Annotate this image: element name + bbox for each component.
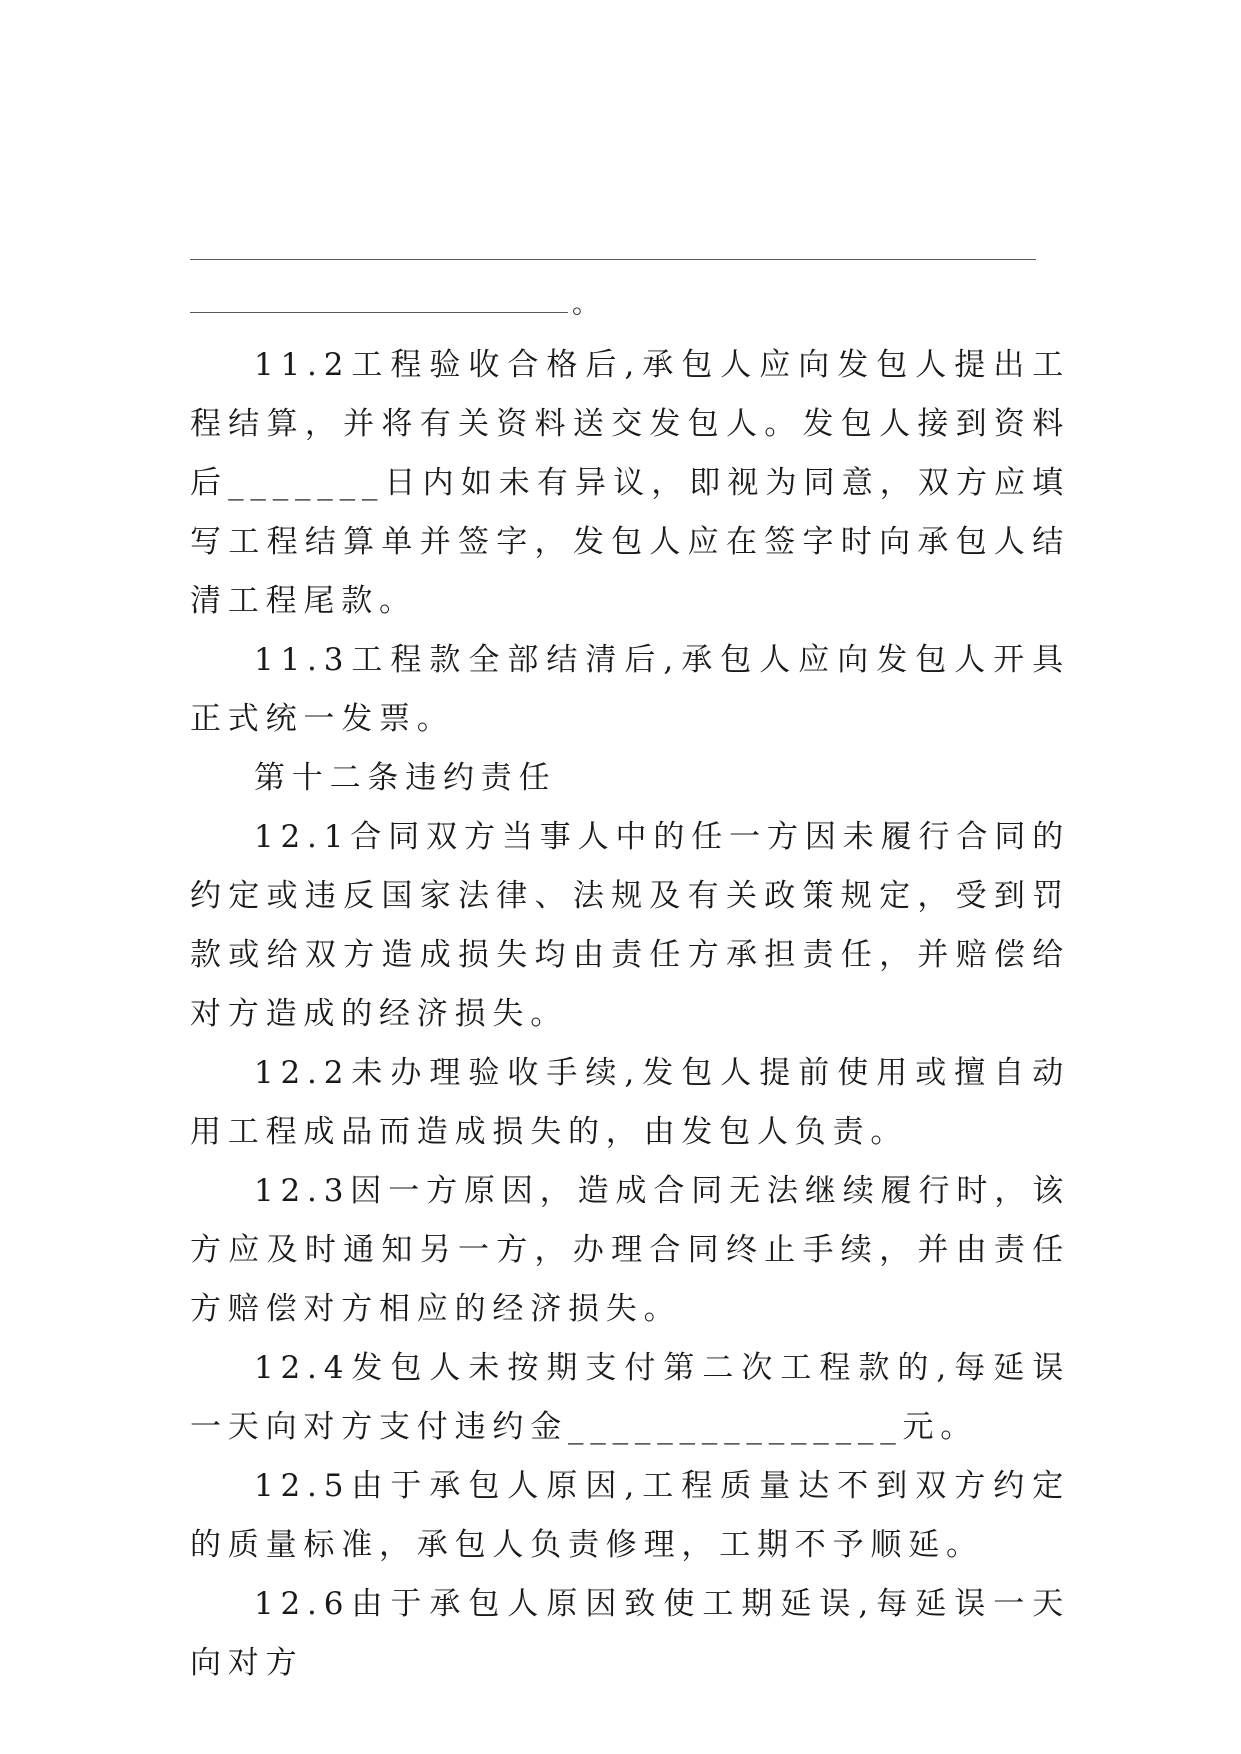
clause-12-1: 12.1合同双方当事人中的任一方因未履行合同的约定或违反国家法律、法规及有关政策规定，受到罚款或给双方造成损失均由责任方承担责任，并赔偿给对方造成的经济损失。	[190, 819, 1070, 1032]
fill-in-blank-line	[190, 259, 1036, 260]
clause-12-3: 12.3因一方原因，造成合同无法继续履行时，该方应及时通知另一方，办理合同终止手续，并由责任方赔偿对方相应的经济损失。	[190, 1173, 1070, 1327]
clause-11-2: 11.2工程验收合格后,承包人应向发包人提出工程结算，并将有关资料送交发包人。发包人接到资料后_______日内如未有异议，即视为同意，双方应填写工程结算单并签字，发包人应在签字时向承包人结清工程尾款。	[190, 347, 1070, 619]
article-12-heading: 第十二条违约责任	[254, 760, 557, 796]
clause-12-5: 12.5由于承包人原因,工程质量达不到双方约定的质量标准，承包人负责修理，工期不予顺延。	[190, 1468, 1070, 1563]
clause-12-2: 12.2未办理验收手续,发包人提前使用或擅自动用工程成品而造成损失的，由发包人负责。	[190, 1055, 1070, 1150]
clause-12-4: 12.4发包人未按期支付第二次工程款的,每延误一天向对方支付违约金_______________元。	[190, 1350, 1070, 1445]
document-body	[190, 336, 1070, 1693]
clause-11-3: 11.3工程款全部结清后,承包人应向发包人开具正式统一发票。	[190, 642, 1070, 737]
fill-in-blank-line	[190, 312, 568, 313]
blank-line-end-mark: 。	[572, 289, 599, 320]
clause-12-6: 12.6由于承包人原因致使工期延误,每延误一天向对方	[190, 1586, 1070, 1681]
